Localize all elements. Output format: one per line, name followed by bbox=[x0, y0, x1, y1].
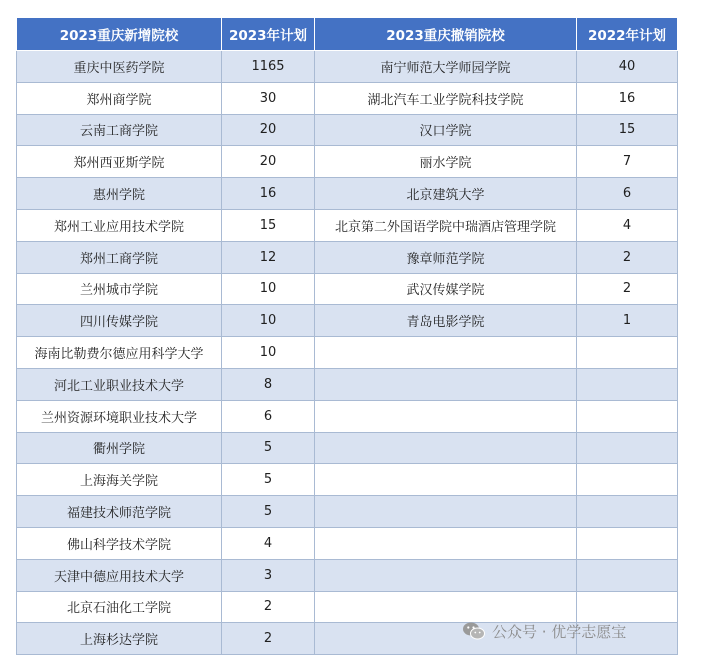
plan-2023-cell: 1165 bbox=[222, 51, 315, 83]
removed-college-cell bbox=[315, 464, 577, 496]
removed-college-cell bbox=[315, 368, 577, 400]
table-row bbox=[17, 559, 678, 591]
new-college-cell: 郑州工商学院 bbox=[17, 241, 222, 273]
new-college-cell: 佛山科学技术学院 bbox=[17, 527, 222, 559]
removed-college-cell: 汉口学院 bbox=[315, 114, 577, 146]
removed-college-cell bbox=[315, 496, 577, 528]
removed-college-cell: 北京第二外国语学院中瑞酒店管理学院 bbox=[315, 209, 577, 241]
removed-college-cell bbox=[315, 337, 577, 369]
header-2023-plan: 2023年计划 bbox=[222, 18, 315, 51]
table-row bbox=[17, 400, 678, 432]
new-college-cell: 郑州西亚斯学院 bbox=[17, 146, 222, 178]
table-row bbox=[17, 51, 678, 83]
new-college-cell: 兰州城市学院 bbox=[17, 273, 222, 305]
plan-2022-cell: 6 bbox=[577, 178, 678, 210]
wechat-icon bbox=[462, 621, 486, 641]
plan-2023-cell: 10 bbox=[222, 273, 315, 305]
removed-college-cell bbox=[315, 527, 577, 559]
plan-2023-cell: 10 bbox=[222, 305, 315, 337]
new-college-cell: 兰州资源环境职业技术大学 bbox=[17, 400, 222, 432]
removed-college-cell bbox=[315, 559, 577, 591]
plan-2023-cell: 8 bbox=[222, 368, 315, 400]
header-new-colleges: 2023重庆新增院校 bbox=[17, 18, 222, 51]
plan-2022-cell bbox=[577, 464, 678, 496]
table-row bbox=[17, 368, 678, 400]
plan-2023-cell: 6 bbox=[222, 400, 315, 432]
plan-2023-cell: 30 bbox=[222, 82, 315, 114]
plan-2022-cell: 4 bbox=[577, 209, 678, 241]
table-row bbox=[17, 337, 678, 369]
plan-2023-cell: 12 bbox=[222, 241, 315, 273]
table-row bbox=[17, 146, 678, 178]
plan-2023-cell: 16 bbox=[222, 178, 315, 210]
new-college-cell: 北京石油化工学院 bbox=[17, 591, 222, 623]
plan-2023-cell: 15 bbox=[222, 209, 315, 241]
plan-2023-cell: 4 bbox=[222, 527, 315, 559]
plan-2022-cell bbox=[577, 559, 678, 591]
plan-2022-cell bbox=[577, 496, 678, 528]
table-row bbox=[17, 209, 678, 241]
table-row bbox=[17, 464, 678, 496]
plan-2022-cell: 7 bbox=[577, 146, 678, 178]
watermark-text: 公众号 · 优学志愿宝 bbox=[492, 622, 627, 641]
plan-2022-cell bbox=[577, 527, 678, 559]
plan-2022-cell bbox=[577, 432, 678, 464]
plan-2022-cell: 40 bbox=[577, 51, 678, 83]
table-header-row bbox=[17, 18, 678, 51]
new-college-cell: 云南工商学院 bbox=[17, 114, 222, 146]
new-college-cell: 上海海关学院 bbox=[17, 464, 222, 496]
plan-2023-cell: 10 bbox=[222, 337, 315, 369]
new-college-cell: 四川传媒学院 bbox=[17, 305, 222, 337]
new-college-cell: 衢州学院 bbox=[17, 432, 222, 464]
table-row bbox=[17, 241, 678, 273]
removed-college-cell: 武汉传媒学院 bbox=[315, 273, 577, 305]
plan-2022-cell bbox=[577, 368, 678, 400]
table-row bbox=[17, 305, 678, 337]
data-table-container bbox=[16, 17, 677, 655]
plan-2023-cell: 5 bbox=[222, 496, 315, 528]
header-2022-plan: 2022年计划 bbox=[577, 18, 678, 51]
plan-2022-cell: 2 bbox=[577, 241, 678, 273]
new-college-cell: 惠州学院 bbox=[17, 178, 222, 210]
table-row bbox=[17, 114, 678, 146]
new-college-cell: 上海杉达学院 bbox=[17, 623, 222, 655]
new-college-cell: 天津中德应用技术大学 bbox=[17, 559, 222, 591]
table-row bbox=[17, 496, 678, 528]
removed-college-cell: 湖北汽车工业学院科技学院 bbox=[315, 82, 577, 114]
table-row bbox=[17, 273, 678, 305]
removed-college-cell bbox=[315, 432, 577, 464]
plan-2023-cell: 2 bbox=[222, 623, 315, 655]
plan-2023-cell: 5 bbox=[222, 432, 315, 464]
college-plan-table bbox=[16, 17, 678, 655]
new-college-cell: 河北工业职业技术大学 bbox=[17, 368, 222, 400]
plan-2023-cell: 2 bbox=[222, 591, 315, 623]
new-college-cell: 福建技术师范学院 bbox=[17, 496, 222, 528]
new-college-cell: 郑州工业应用技术学院 bbox=[17, 209, 222, 241]
new-college-cell: 重庆中医药学院 bbox=[17, 51, 222, 83]
plan-2022-cell bbox=[577, 400, 678, 432]
plan-2023-cell: 20 bbox=[222, 146, 315, 178]
table-row bbox=[17, 432, 678, 464]
plan-2023-cell: 5 bbox=[222, 464, 315, 496]
plan-2022-cell: 1 bbox=[577, 305, 678, 337]
new-college-cell: 郑州商学院 bbox=[17, 82, 222, 114]
plan-2022-cell bbox=[577, 337, 678, 369]
removed-college-cell: 豫章师范学院 bbox=[315, 241, 577, 273]
removed-college-cell: 青岛电影学院 bbox=[315, 305, 577, 337]
plan-2022-cell: 15 bbox=[577, 114, 678, 146]
new-college-cell: 海南比勒费尔德应用科学大学 bbox=[17, 337, 222, 369]
removed-college-cell: 丽水学院 bbox=[315, 146, 577, 178]
watermark bbox=[462, 619, 626, 643]
plan-2022-cell: 16 bbox=[577, 82, 678, 114]
removed-college-cell: 北京建筑大学 bbox=[315, 178, 577, 210]
plan-2022-cell: 2 bbox=[577, 273, 678, 305]
table-row bbox=[17, 527, 678, 559]
table-row bbox=[17, 178, 678, 210]
removed-college-cell bbox=[315, 400, 577, 432]
removed-college-cell: 南宁师范大学师园学院 bbox=[315, 51, 577, 83]
header-removed-colleges: 2023重庆撤销院校 bbox=[315, 18, 577, 51]
plan-2023-cell: 3 bbox=[222, 559, 315, 591]
plan-2023-cell: 20 bbox=[222, 114, 315, 146]
table-row bbox=[17, 82, 678, 114]
